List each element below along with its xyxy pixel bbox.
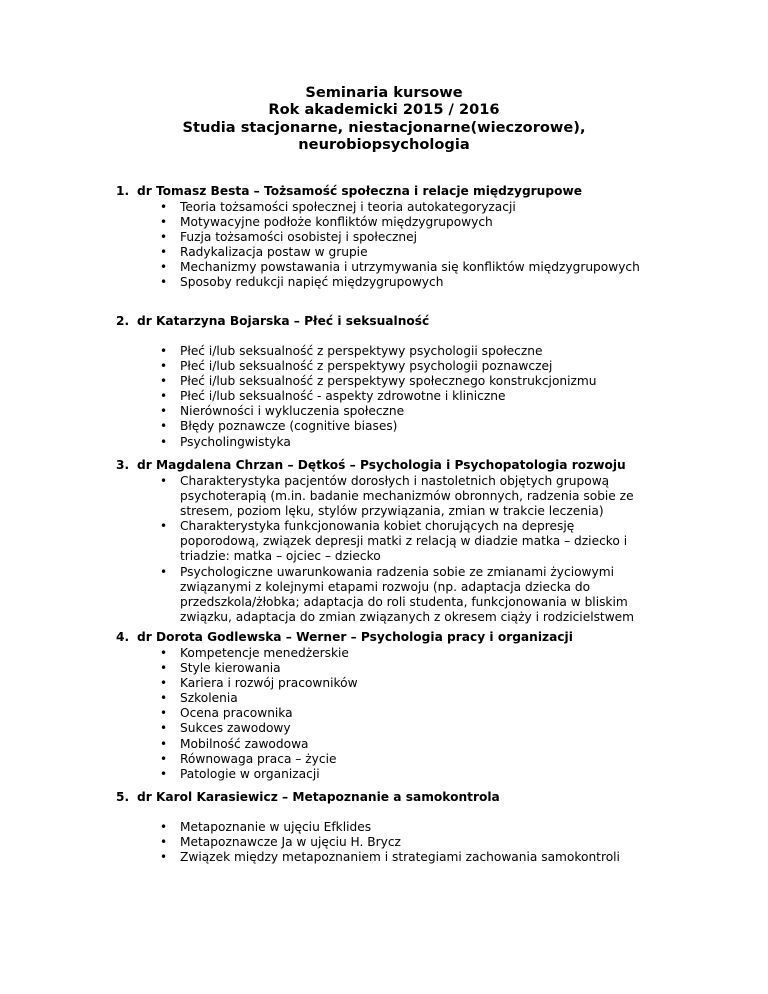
bullet-icon: • (160, 736, 168, 751)
bullet-icon: • (160, 706, 168, 721)
topic-list (160, 344, 597, 450)
section-number: 4. (116, 630, 130, 644)
section-number: 1. (116, 184, 130, 198)
bullet-icon: • (160, 835, 168, 850)
bullet-icon: • (160, 419, 168, 434)
topic-list (160, 474, 640, 625)
list-item: • Związek między metapoznaniem i strategiami zachowania samokontroli (160, 850, 620, 865)
list-item: • Płeć i/lub seksualność z perspektywy psychologii poznawczej (160, 359, 553, 374)
bullet-icon: • (160, 661, 168, 676)
bullet-icon: • (160, 564, 168, 579)
bullet-icon: • (160, 374, 168, 389)
bullet-icon: • (160, 230, 168, 245)
list-item: • Charakterystyka pacjentów dorosłych i nastoletnich objętych grupową psychoterapią (m.in. badanie mechanizmów obronnych, radzenia sobie ze stresem, poziom lęku, stylów przywiązania, zmian w trakcie leczenia) (160, 474, 634, 519)
topic-list (160, 820, 620, 865)
list-item: • Teoria tożsamości społecznej i teoria autokategoryzacji (160, 200, 516, 214)
list-item: • Sposoby redukcji napięć międzygrupowych (160, 275, 444, 290)
bullet-icon: • (160, 275, 168, 290)
topic-list (160, 200, 640, 291)
section-number: 3. (116, 458, 130, 472)
bullet-icon: • (160, 850, 168, 865)
list-item: • Równowaga praca – życie (160, 751, 337, 766)
list-item: • Radykalizacja postaw w grupie (160, 245, 368, 260)
list-item: • Nierówności i wykluczenia społeczne (160, 404, 405, 419)
list-item: • Mobilność zawodowa (160, 736, 309, 751)
list-item: • Błędy poznawcze (cognitive biases) (160, 419, 398, 434)
list-item: • Płeć i/lub seksualność z perspektywy psychologii społeczne (160, 344, 543, 358)
bullet-icon: • (160, 519, 168, 534)
list-item: • Płeć i/lub seksualność z perspektywy społecznego konstrukcjonizmu (160, 374, 597, 389)
section-title: dr Katarzyna Bojarska – Płeć i seksualność (137, 314, 430, 328)
list-item: • Psychologiczne uwarunkowania radzenia sobie ze zmianami życiowymi związanymi z kolejnymi etapami rozwoju (np. adaptacja dziecka do przedszkola/żłobka; adaptacja do roli studenta, funkcjonowania w bliskim związku, adaptacja do zmian związanych z okresem ciąży i rodzicielstwem (160, 564, 635, 624)
section-number: 2. (116, 314, 130, 328)
list-item: • Fuzja tożsamości osobistej i społecznej (160, 230, 418, 245)
bullet-icon: • (160, 721, 168, 736)
list-item: • Patologie w organizacji (160, 766, 320, 781)
list-item: • Metapoznanie w ujęciu Efklides (160, 820, 372, 834)
bullet-icon: • (160, 404, 168, 419)
topic-list (160, 646, 358, 782)
bullet-icon: • (160, 646, 168, 660)
bullet-icon: • (160, 215, 168, 230)
bullet-icon: • (160, 766, 168, 781)
list-item: • Charakterystyka funkcjonowania kobiet chorujących na depresję poporodową, związek depresji matki z relacją w diadzie matka – dziecko i triadzie: matka – ojciec – dziecko (160, 519, 628, 564)
list-item: • Style kierowania (160, 661, 281, 676)
list-item: • Motywacyjne podłoże konfliktów międzygrupowych (160, 215, 493, 230)
bullet-icon: • (160, 200, 168, 214)
section-title: dr Dorota Godlewska – Werner – Psychologia pracy i organizacji (137, 630, 573, 644)
list-item: • Metapoznawcze Ja w ujęciu H. Brycz (160, 835, 401, 850)
bullet-icon: • (160, 751, 168, 766)
title-line-2: Rok akademicki 2015 / 2016 (268, 101, 500, 119)
list-item: • Płeć i/lub seksualność - aspekty zdrowotne i kliniczne (160, 389, 506, 404)
title-line-4: neurobiopsychologia (298, 136, 470, 154)
list-item: • Kompetencje menedżerskie (160, 646, 349, 660)
bullet-icon: • (160, 474, 168, 488)
section-title: dr Magdalena Chrzan – Dętkoś – Psychologia i Psychopatologia rozwoju (137, 458, 626, 472)
title-line-3: Studia stacjonarne, niestacjonarne(wieczorowe), (182, 118, 586, 136)
list-item: • Ocena pracownika (160, 706, 293, 721)
bullet-icon: • (160, 344, 168, 358)
list-item: • Szkolenia (160, 691, 238, 706)
bullet-icon: • (160, 434, 168, 449)
title-line-1: Seminaria kursowe (305, 84, 463, 101)
bullet-icon: • (160, 389, 168, 404)
section-number: 5. (116, 790, 130, 804)
list-item: • Kariera i rozwój pracowników (160, 676, 358, 691)
bullet-icon: • (160, 691, 168, 706)
list-item: • Psycholingwistyka (160, 434, 291, 449)
bullet-icon: • (160, 260, 168, 275)
list-item: • Mechanizmy powstawania i utrzymywania się konfliktów międzygrupowych (160, 260, 640, 275)
section-title: dr Tomasz Besta – Tożsamość społeczna i relacje międzygrupowe (137, 184, 582, 198)
bullet-icon: • (160, 245, 168, 260)
document-title (0, 84, 768, 154)
list-item: • Sukces zawodowy (160, 721, 291, 736)
section-title: dr Karol Karasiewicz – Metapoznanie a samokontrola (137, 790, 500, 804)
bullet-icon: • (160, 820, 168, 834)
bullet-icon: • (160, 676, 168, 691)
bullet-icon: • (160, 359, 168, 374)
